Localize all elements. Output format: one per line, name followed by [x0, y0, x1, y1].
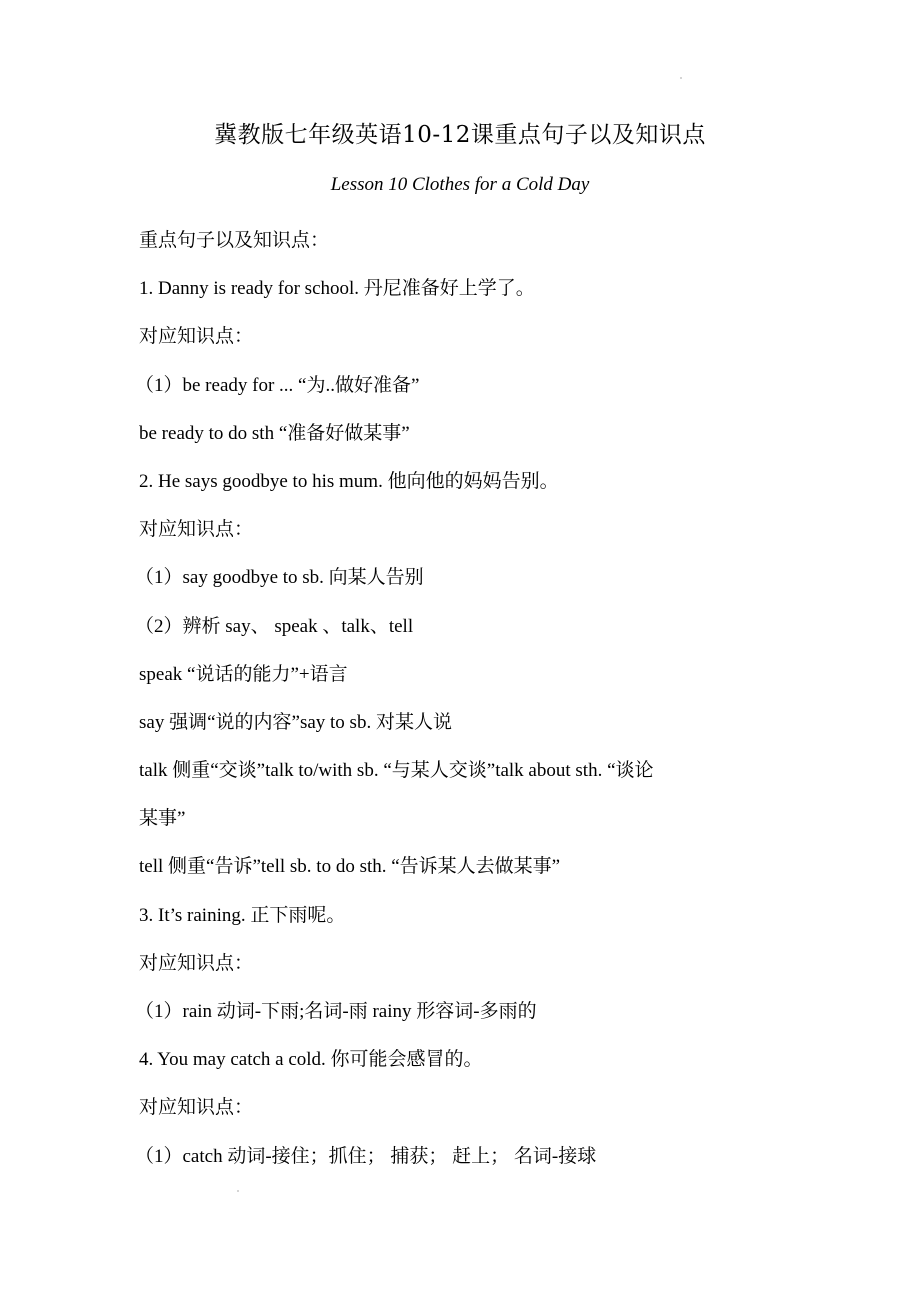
- knowledge-heading: 对应知识点：: [139, 952, 254, 974]
- knowledge-heading: 对应知识点：: [139, 519, 254, 541]
- key-sentence-3: 3. It’s raining. 正下雨呢。: [139, 904, 346, 926]
- document-body: [135, 217, 789, 1181]
- knowledge-point: （1）rain 动词-下雨;名词-雨 rainy 形容词-多雨的: [135, 1001, 537, 1022]
- key-sentence-1: 1. Danny is ready for school. 丹尼准备好上学了。: [139, 278, 535, 300]
- knowledge-point: （1）catch 动词-接住；抓住； 捕获； 赶上； 名词-接球: [135, 1145, 597, 1167]
- lesson-subtitle: Lesson 10 Clothes for a Cold Day: [330, 174, 590, 195]
- knowledge-point: speak “说话的能力”+语言: [139, 663, 348, 685]
- scan-speck: [680, 77, 682, 79]
- knowledge-point: tell 侧重“告诉”tell sb. to do sth. “告诉某人去做某事”: [139, 856, 561, 878]
- section-heading: 重点句子以及知识点：: [139, 230, 330, 251]
- key-sentence-4: 4. You may catch a cold. 你可能会感冒的。: [139, 1049, 483, 1071]
- key-sentence-2: 2. He says goodbye to his mum. 他向他的妈妈告别。: [139, 470, 559, 492]
- knowledge-point: （1）be ready for ... “为..做好准备”: [135, 374, 420, 396]
- knowledge-heading: 对应知识点：: [139, 326, 254, 348]
- knowledge-point: talk 侧重“交谈”talk to/with sb. “与某人交谈”talk about sth. “谈论: [139, 760, 654, 782]
- scan-speck: [237, 1190, 239, 1192]
- knowledge-heading: 对应知识点：: [139, 1097, 254, 1119]
- knowledge-point: say 强调“说的内容”say to sb. 对某人说: [139, 711, 452, 733]
- knowledge-point-continued: 某事”: [139, 808, 186, 830]
- knowledge-point: （2）辨析 say、 speak 、talk、tell: [135, 615, 414, 637]
- knowledge-point: （1）say goodbye to sb. 向某人告别: [135, 567, 424, 589]
- knowledge-point: be ready to do sth “准备好做某事”: [139, 422, 410, 444]
- document-title: 冀教版七年级英语10-12课重点句子以及知识点: [214, 122, 706, 148]
